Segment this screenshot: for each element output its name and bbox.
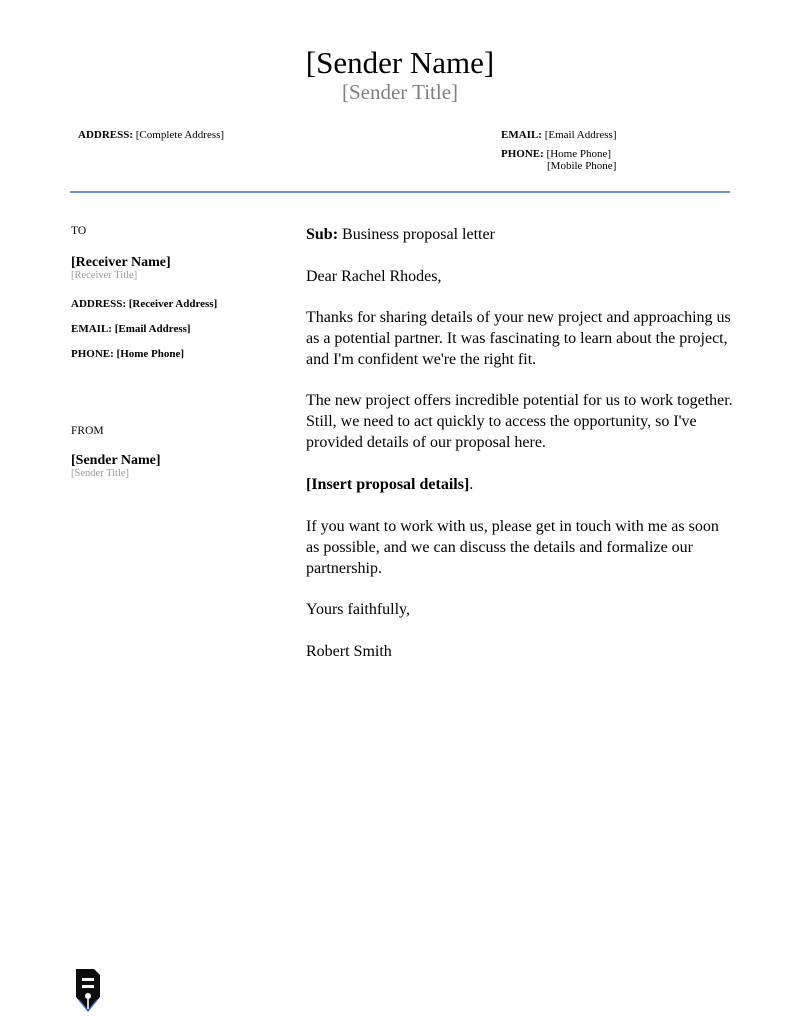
phone-mobile: [Mobile Phone] (547, 160, 617, 172)
phone-label: PHONE: (501, 148, 544, 160)
closing (306, 599, 736, 620)
phone-home: [Home Phone] (546, 148, 611, 160)
salutation (306, 266, 736, 287)
insert-placeholder: [Insert proposal details] (306, 476, 470, 493)
receiver-address: ADDRESS: [Receiver Address] (71, 298, 218, 310)
from-sender-title: [Sender Title] (71, 468, 130, 479)
subject-label: Sub: (306, 226, 339, 243)
sender-address (78, 129, 224, 141)
email-label: EMAIL: (501, 129, 542, 141)
sender-phone (501, 148, 611, 160)
from-sender-name: [Sender Name] (71, 453, 161, 468)
paragraph-1-text: Thanks for sharing details of your new project and approaching us as a potential partner. It was fascinating to learn about the project, and I'm confident we're the right fit. (306, 309, 731, 368)
sender-email (501, 129, 617, 141)
address-value: [Complete Address] (135, 129, 225, 141)
insert-proposal-line (306, 474, 736, 495)
salutation-text: Dear Rachel Rhodes, (306, 268, 442, 285)
email-value: [Email Address] (544, 129, 617, 141)
sender-title-heading: [Sender Title] (341, 80, 459, 104)
header-divider (70, 191, 730, 193)
paragraph-1 (306, 307, 736, 370)
subject-line (306, 224, 736, 245)
paragraph-2 (306, 390, 736, 453)
pen-nib-logo-icon (74, 967, 102, 1013)
sender-name-heading: [Sender Name] (305, 45, 495, 80)
from-label: FROM (71, 425, 104, 437)
paragraph-3 (306, 516, 736, 579)
insert-suffix: . (469, 476, 474, 493)
receiver-email: EMAIL: [Email Address] (71, 323, 191, 335)
paragraph-3-text: If you want to work with us, please get in touch with me as soon as possible, and we can discuss the details and formalize our partnership. (306, 518, 719, 577)
address-label: ADDRESS: (78, 129, 134, 141)
receiver-name: [Receiver Name] (71, 255, 171, 270)
closing-text: Yours faithfully, (306, 601, 411, 618)
receiver-phone: PHONE: [Home Phone] (71, 348, 185, 360)
signature (306, 641, 736, 662)
subject-text: Business proposal letter (342, 226, 495, 243)
signature-text: Robert Smith (306, 643, 392, 660)
to-label: TO (71, 225, 87, 237)
receiver-title: [Receiver Title] (71, 270, 138, 281)
paragraph-2-text: The new project offers incredible potential for us to work together. Still, we need to act quickly to access the opportunity, so I've provided details of our proposal here. (306, 392, 733, 451)
